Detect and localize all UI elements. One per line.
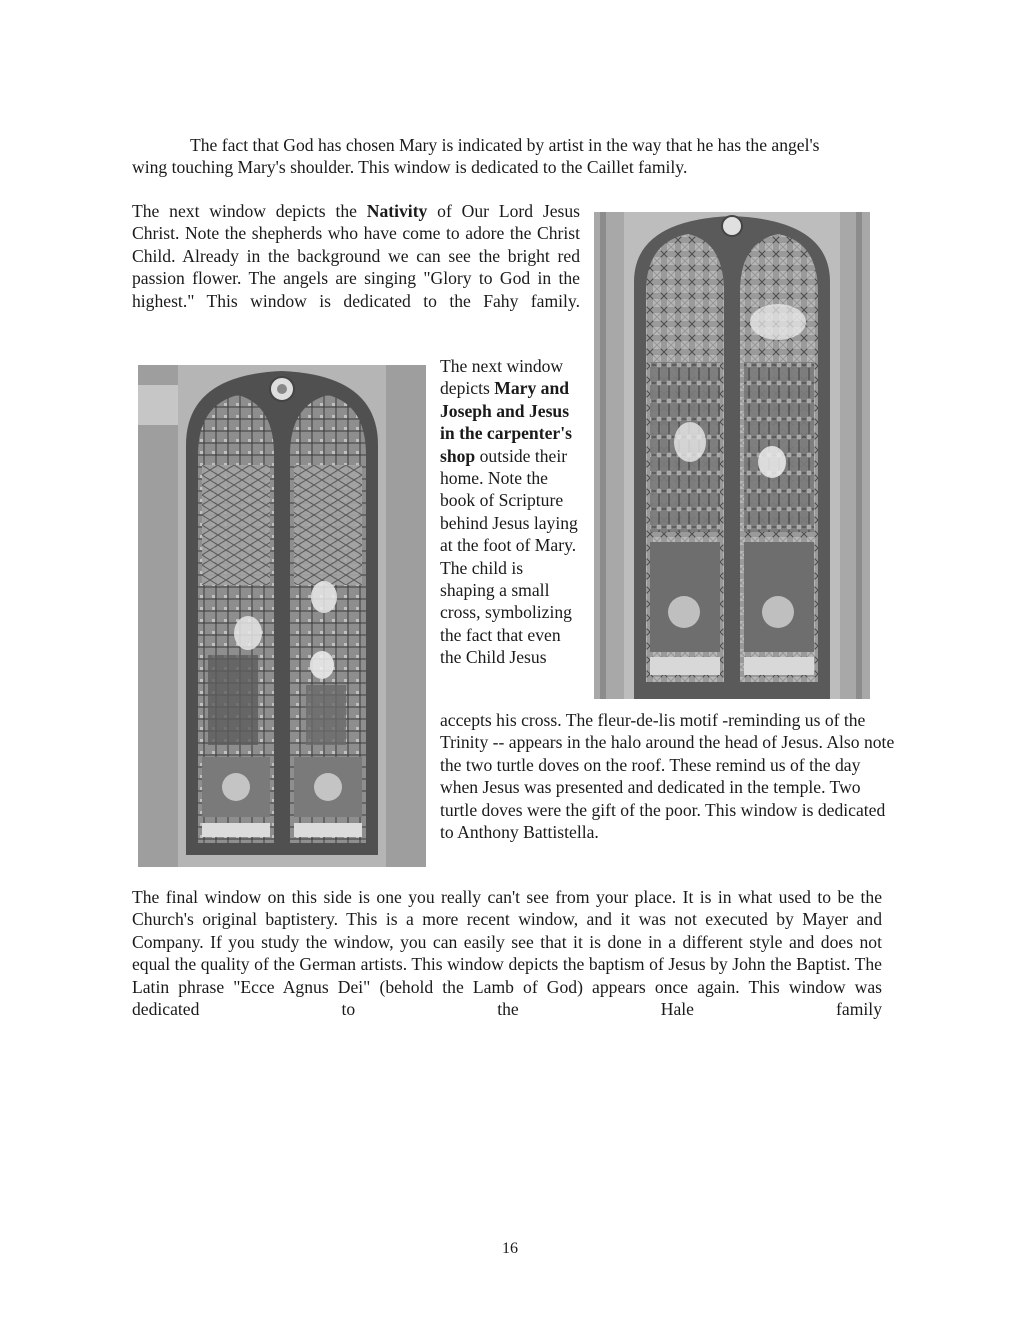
text-run: The next window depicts: [440, 356, 564, 399]
paragraph-line: wing touching Mary's shoulder. This window is dedicated to the Caillet family.: [132, 157, 688, 178]
text-run: outside their home. Note the book of Scripture behind Jesus laying at the foot of Mary. The child is shaping a small cross, symbolizing the fact that even the Child Jesus: [440, 445, 578, 668]
carpenter-window-photo: [138, 365, 426, 867]
text-run: of Our Lord Jesus Christ. Note the shepherds who have come to adore the Christ Child. Already in the background we can see the bright red passion flower. The angels are singing "Glory to God in the highest." This window is dedicated to the Fahy family.: [132, 201, 580, 311]
bold-text-nativity: Nativity: [366, 201, 428, 221]
paragraph-carpenter-window-continued: accepts his cross. The fleur-de-lis motif -reminding us of the Trinity -- appears in the halo around the head of Jesus. Also note the two turtle doves on the roof. These remind us of the day when Jesus was presented and dedicated in the temple. Two turtle doves were the gift of the poor. This window is dedicated to Anthony Battistella.: [440, 710, 895, 843]
bold-text-carpenter: Mary and Joseph and Jesus in the carpenter's shop: [440, 378, 572, 466]
paragraph-caillet-window: [132, 134, 882, 179]
page-number: 16: [502, 1240, 518, 1257]
paragraph-nativity-window: [132, 200, 580, 334]
nativity-window-photo: [594, 212, 870, 699]
stained-glass-window-icon: [594, 212, 870, 699]
text-run: The next window depicts the: [132, 201, 367, 221]
paragraph-baptistery-window: The final window on this side is one you really can't see from your place. It is in what used to be the Church's original baptistery. This is a more recent window, and it was not executed by Mayer and Company. If you study the window, you can easily see that it is done in a different style and does not equal the quality of the German artists. This window depicts the baptism of Jesus by John the Baptist. The Latin phrase "Ecce Agnus Dei" (behold the Lamb of God) appears once again. This window was dedicated to the Hale family: [132, 887, 882, 1020]
paragraph-carpenter-window: [440, 355, 580, 669]
stained-glass-window-icon: [138, 365, 426, 867]
paragraph-line: The fact that God has chosen Mary is indicated by artist in the way that he has the angel's: [190, 135, 820, 155]
